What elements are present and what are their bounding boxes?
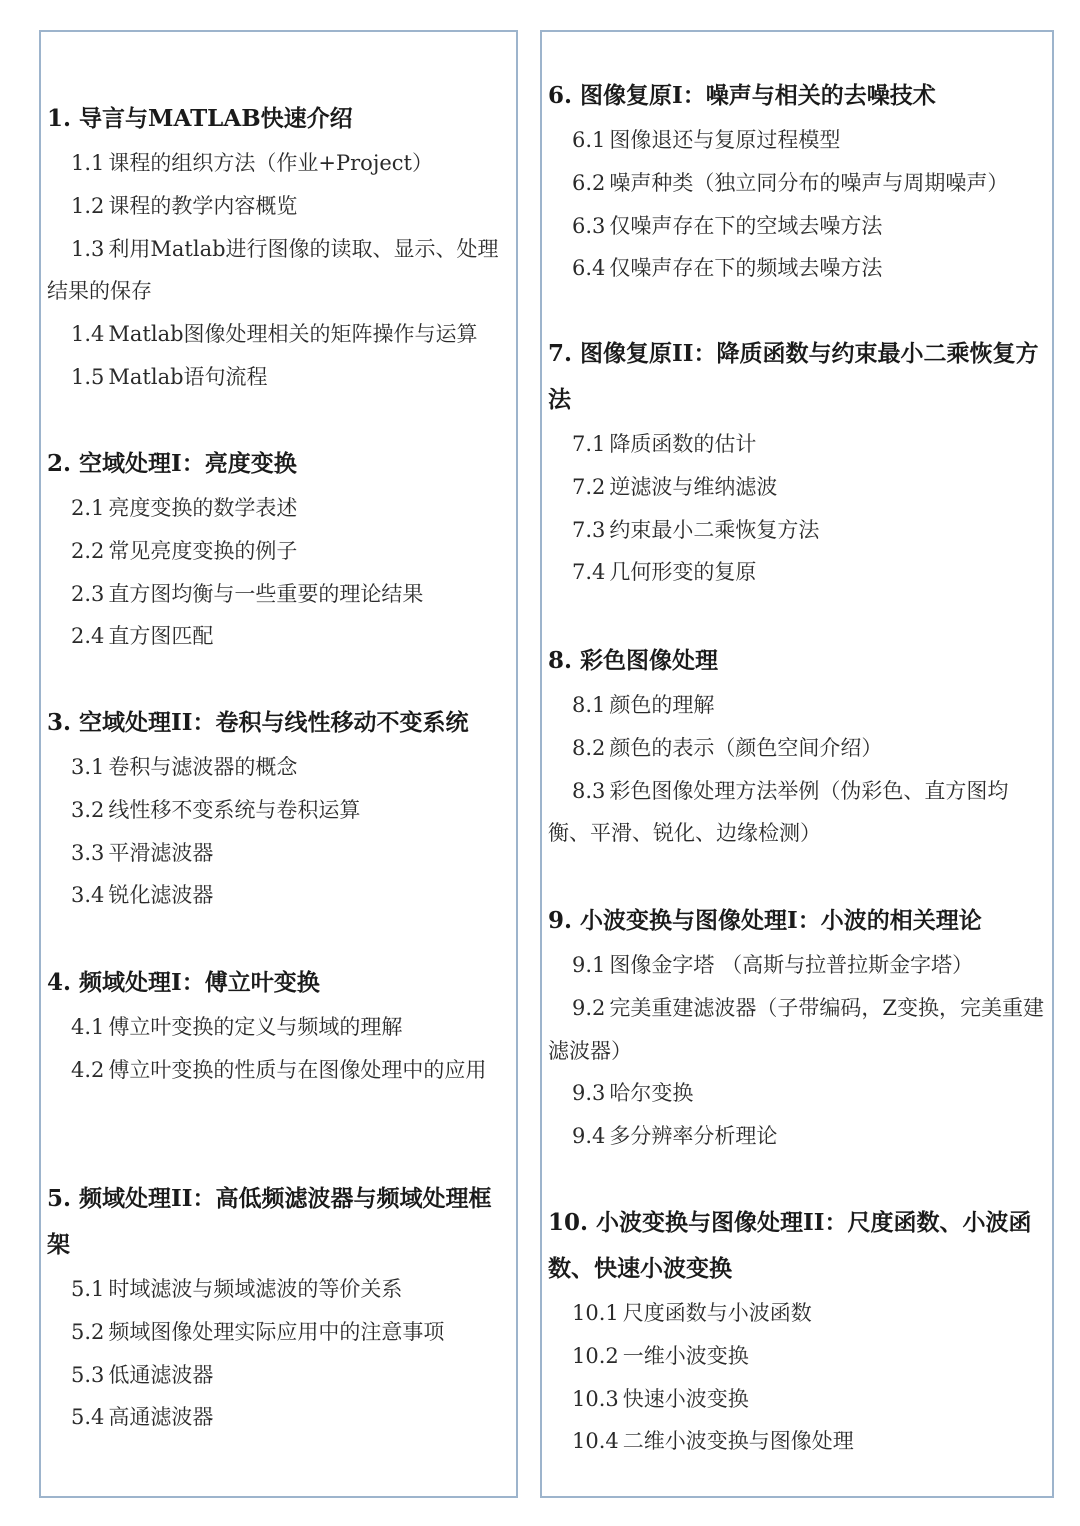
item-text: 常见亮度变换的例子 xyxy=(108,538,298,563)
item-number: 2.3 xyxy=(71,581,105,606)
item-text: 仅噪声存在下的频域去噪方法 xyxy=(609,256,883,281)
section-heading: 4. 频域处理I：傅立叶变换 xyxy=(47,969,320,996)
item-text: 直方图均衡与一些重要的理论结果 xyxy=(108,581,424,606)
outline-item xyxy=(542,770,1052,856)
section-heading: 5. 频域处理II：高低频滤波器与频域处理框架 xyxy=(47,1185,492,1258)
outline-item xyxy=(542,944,1052,987)
outline-item xyxy=(41,1311,516,1354)
item-text: 频域图像处理实际应用中的注意事项 xyxy=(108,1319,445,1344)
item-text: 约束最小二乘恢复方法 xyxy=(609,517,820,542)
item-number: 4.1 xyxy=(71,1015,105,1039)
outline-item xyxy=(542,1115,1052,1158)
item-text: 快速小波变换 xyxy=(622,1386,749,1411)
item-text: 图像金字塔 （高斯与拉普拉斯金字塔） xyxy=(609,953,974,977)
item-text: 几何形变的复原 xyxy=(609,560,757,585)
item-number: 3.4 xyxy=(71,883,105,908)
item-text: 降质函数的估计 xyxy=(609,432,757,456)
outline-item xyxy=(41,615,516,658)
item-number: 8.2 xyxy=(572,735,606,760)
item-number: 9.2 xyxy=(572,995,606,1020)
left-outline-panel xyxy=(39,30,518,1498)
outline-item xyxy=(542,987,1052,1073)
section-heading: 10. 小波变换与图像处理II：尺度函数、小波函数、快速小波变换 xyxy=(548,1209,1032,1282)
item-number: 4.2 xyxy=(71,1057,105,1082)
item-number: 9.1 xyxy=(572,953,606,977)
section-heading: 3. 空域处理II：卷积与线性移动不变系统 xyxy=(47,709,469,736)
outline-item xyxy=(41,1354,516,1397)
outline-item xyxy=(41,228,516,314)
item-number: 1.3 xyxy=(71,236,105,261)
section-heading: 9. 小波变换与图像处理I：小波的相关理论 xyxy=(548,907,982,934)
outline-item xyxy=(542,727,1052,770)
item-text: 多分辨率分析理论 xyxy=(609,1124,778,1149)
outline-item xyxy=(542,162,1052,205)
outline-item xyxy=(41,487,516,530)
item-text: 傅立叶变换的定义与频域的理解 xyxy=(108,1015,403,1039)
outline-item xyxy=(41,874,516,917)
outline-item xyxy=(41,530,516,573)
outline-section xyxy=(41,700,516,917)
outline-item xyxy=(542,1335,1052,1378)
item-text: 颜色的表示（颜色空间介绍） xyxy=(609,735,883,760)
outline-item xyxy=(542,684,1052,727)
outline-section xyxy=(542,331,1052,594)
item-number: 1.1 xyxy=(71,151,105,175)
item-number: 2.4 xyxy=(71,624,105,649)
outline-item xyxy=(542,205,1052,248)
item-number: 7.2 xyxy=(572,474,606,499)
item-text: 低通滤波器 xyxy=(108,1362,214,1387)
item-text: 完美重建滤波器（子带编码，Z变换，完美重建滤波器） xyxy=(548,995,1044,1063)
outline-item xyxy=(542,1292,1052,1335)
item-text: 线性移不变系统与卷积运算 xyxy=(108,797,361,822)
item-text: 一维小波变换 xyxy=(622,1343,749,1368)
item-text: 锐化滤波器 xyxy=(108,883,214,908)
item-number: 6.3 xyxy=(572,213,606,238)
outline-item xyxy=(542,119,1052,162)
item-text: 高通滤波器 xyxy=(108,1405,214,1430)
outline-item xyxy=(542,509,1052,552)
right-outline-panel xyxy=(540,30,1054,1498)
item-number: 5.2 xyxy=(71,1319,105,1344)
item-number: 8.3 xyxy=(572,778,606,803)
item-number: 7.3 xyxy=(572,517,606,542)
outline-item xyxy=(41,1268,516,1311)
item-text: 尺度函数与小波函数 xyxy=(622,1301,812,1325)
item-number: 5.4 xyxy=(71,1405,105,1430)
item-number: 1.5 xyxy=(71,364,105,389)
item-text: Matlab图像处理相关的矩阵操作与运算 xyxy=(108,322,478,347)
outline-item xyxy=(542,1072,1052,1115)
outline-item xyxy=(41,789,516,832)
item-text: 图像退还与复原过程模型 xyxy=(609,128,841,152)
item-number: 8.1 xyxy=(572,693,606,717)
item-number: 1.4 xyxy=(71,322,105,347)
outline-item xyxy=(41,313,516,356)
item-number: 5.1 xyxy=(71,1277,105,1301)
item-text: 噪声种类（独立同分布的噪声与周期噪声） xyxy=(609,170,1009,195)
outline-item xyxy=(41,832,516,875)
outline-item xyxy=(41,1396,516,1439)
item-number: 3.2 xyxy=(71,797,105,822)
item-text: 仅噪声存在下的空域去噪方法 xyxy=(609,213,883,238)
item-text: 彩色图像处理方法举例（伪彩色、直方图均衡、平滑、锐化、边缘检测） xyxy=(548,778,1009,846)
item-text: 亮度变换的数学表述 xyxy=(108,496,298,520)
item-number: 9.4 xyxy=(572,1124,606,1149)
outline-section xyxy=(41,1176,516,1439)
item-text: 卷积与滤波器的概念 xyxy=(108,755,298,779)
outline-item xyxy=(542,1420,1052,1463)
item-text: 傅立叶变换的性质与在图像处理中的应用 xyxy=(108,1057,487,1082)
outline-item xyxy=(41,1006,516,1049)
item-number: 9.3 xyxy=(572,1081,606,1106)
item-number: 10.4 xyxy=(572,1429,619,1454)
outline-item xyxy=(542,1378,1052,1421)
outline-section xyxy=(542,898,1052,1158)
outline-item xyxy=(542,247,1052,290)
section-heading: 7. 图像复原II：降质函数与约束最小二乘恢复方法 xyxy=(548,340,1039,413)
outline-section xyxy=(542,1200,1052,1463)
outline-section xyxy=(41,960,516,1092)
item-text: 课程的组织方法（作业+Project） xyxy=(108,151,433,175)
item-text: 颜色的理解 xyxy=(609,693,715,717)
item-text: 利用Matlab进行图像的读取、显示、处理结果的保存 xyxy=(47,236,499,304)
item-text: Matlab语句流程 xyxy=(108,364,268,389)
item-number: 6.2 xyxy=(572,170,606,195)
item-number: 5.3 xyxy=(71,1362,105,1387)
outline-item xyxy=(41,1049,516,1092)
outline-section xyxy=(41,441,516,658)
item-number: 3.1 xyxy=(71,755,105,779)
item-text: 平滑滤波器 xyxy=(108,840,214,865)
outline-section xyxy=(542,638,1052,855)
section-heading: 8. 彩色图像处理 xyxy=(548,647,719,674)
outline-item xyxy=(41,185,516,228)
outline-item xyxy=(542,466,1052,509)
section-heading: 2. 空域处理I：亮度变换 xyxy=(47,450,297,477)
item-text: 哈尔变换 xyxy=(609,1081,694,1106)
outline-item xyxy=(41,746,516,789)
item-number: 7.4 xyxy=(572,560,606,585)
item-number: 6.4 xyxy=(572,256,606,281)
item-number: 2.1 xyxy=(71,496,105,520)
item-text: 逆滤波与维纳滤波 xyxy=(609,474,778,499)
item-number: 3.3 xyxy=(71,840,105,865)
item-number: 10.2 xyxy=(572,1343,619,1368)
item-number: 2.2 xyxy=(71,538,105,563)
outline-item xyxy=(542,423,1052,466)
item-number: 6.1 xyxy=(572,128,606,152)
item-number: 10.1 xyxy=(572,1301,619,1325)
item-number: 10.3 xyxy=(572,1386,619,1411)
item-text: 课程的教学内容概览 xyxy=(108,193,298,218)
item-text: 二维小波变换与图像处理 xyxy=(622,1429,854,1454)
outline-item xyxy=(41,573,516,616)
item-text: 直方图匹配 xyxy=(108,624,214,649)
section-heading: 1. 导言与MATLAB快速介绍 xyxy=(47,105,353,132)
outline-item xyxy=(41,356,516,399)
outline-item xyxy=(41,142,516,185)
outline-section xyxy=(542,73,1052,290)
item-number: 7.1 xyxy=(572,432,606,456)
item-number: 1.2 xyxy=(71,193,105,218)
section-heading: 6. 图像复原I：噪声与相关的去噪技术 xyxy=(548,82,936,109)
outline-item xyxy=(542,551,1052,594)
item-text: 时域滤波与频域滤波的等价关系 xyxy=(108,1277,403,1301)
outline-section xyxy=(41,96,516,399)
